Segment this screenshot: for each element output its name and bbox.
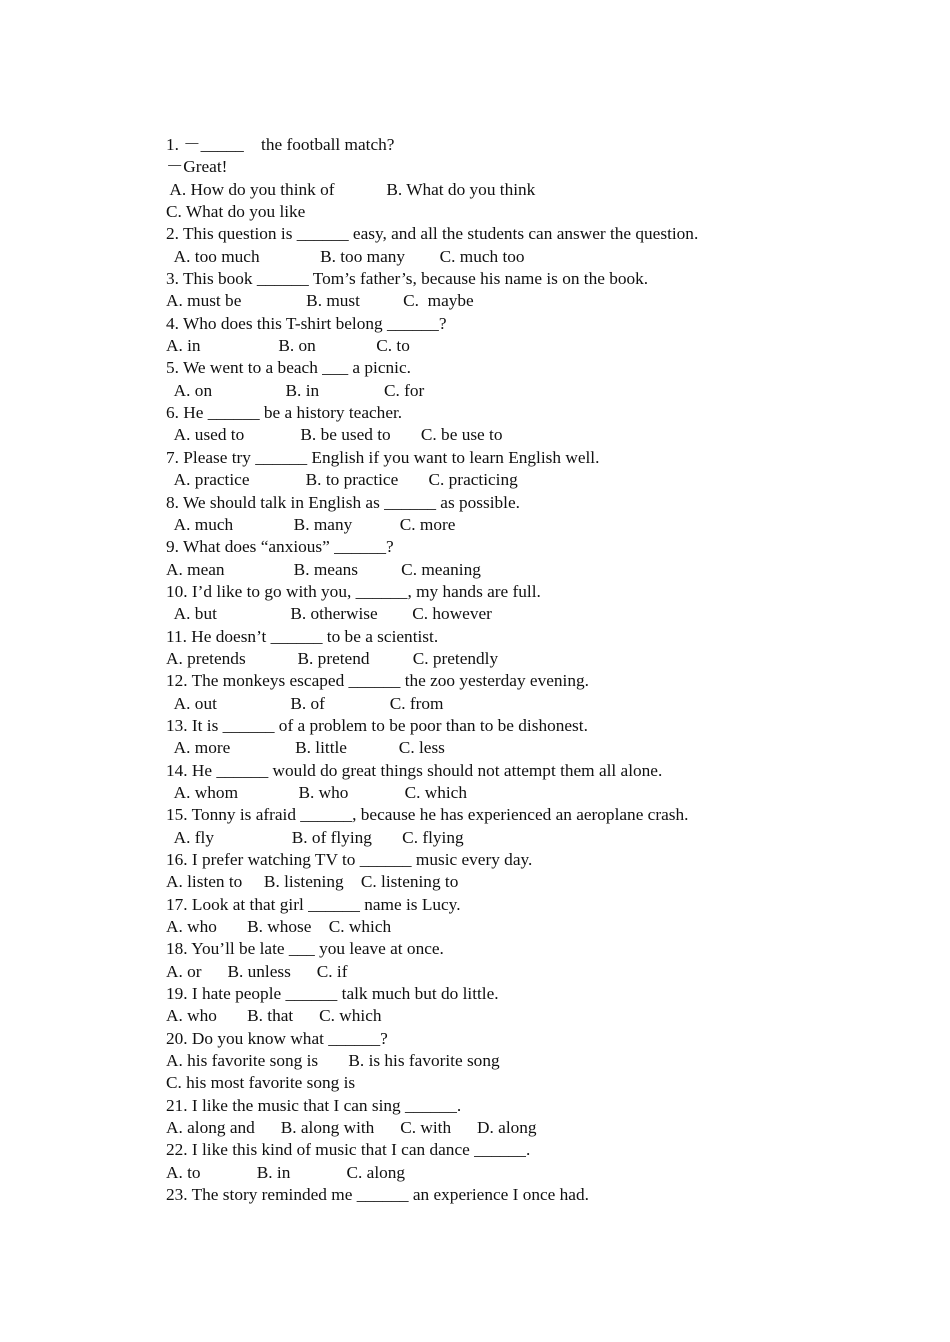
option-line: A. How do you think of B. What do you think — [166, 179, 536, 199]
question-line: 14. He ______ would do great things should not attempt them all alone. — [166, 760, 663, 780]
option-line: A. pretends B. pretend C. pretendly — [166, 648, 499, 668]
question-line: 11. He doesn’t ______ to be a scientist. — [166, 626, 439, 646]
option-line: A. too much B. too many C. much too — [166, 246, 525, 266]
question-line: 23. The story reminded me ______ an experience I once had. — [166, 1185, 589, 1205]
question-line: 16. I prefer watching TV to ______ music every day. — [166, 850, 533, 869]
option-line: C. What do you like — [166, 202, 306, 222]
option-line: A. who B. whose C. which — [166, 917, 392, 937]
question-line: 17. Look at that girl ______ name is Lucy. — [166, 894, 461, 914]
question-line: 13. It is ______ of a problem to be poor than to be dishonest. — [166, 715, 588, 735]
option-line: A. out B. of C. from — [166, 693, 444, 713]
option-line: A. used to B. be used to C. be use to — [166, 425, 503, 445]
question-line: 19. I hate people ______ talk much but do little. — [166, 984, 499, 1004]
option-line: A. or B. unless C. if — [166, 961, 348, 981]
option-line: A. fly B. of flying C. flying — [166, 827, 464, 847]
option-line: A. must be B. must C. maybe — [166, 291, 474, 311]
question-line: 15. Tonny is afraid ______, because he has experienced an aeroplane crash. — [166, 805, 689, 825]
option-line: A. listen to B. listening C. listening to — [166, 872, 459, 892]
question-line: 3. This book ______ Tom’s father’s, because his name is on the book. — [166, 269, 649, 289]
option-line: A. more B. little C. less — [166, 738, 445, 758]
question-line: 5. We went to a beach ___ a picnic. — [166, 358, 411, 378]
question-line: 2. This question is ______ easy, and all the students can answer the question. — [166, 224, 699, 244]
question-line: 8. We should talk in English as ______ as possible. — [166, 492, 520, 512]
answer-line: －Great! — [166, 157, 228, 177]
question-line: 10. I’d like to go with you, ______, my hands are full. — [166, 581, 541, 601]
question-line: 12. The monkeys escaped ______ the zoo yesterday evening. — [166, 671, 589, 691]
option-line: A. along and B. along with C. with D. along — [166, 1118, 537, 1138]
option-line: A. in B. on C. to — [166, 336, 410, 356]
option-line: A. whom B. who C. which — [166, 782, 467, 802]
question-line: 21. I like the music that I can sing ______. — [166, 1095, 462, 1115]
option-line: A. to B. in C. along — [166, 1162, 406, 1182]
question-line: 1. －_____ the football match? — [166, 135, 395, 154]
option-line: C. his most favorite song is — [166, 1073, 356, 1093]
question-line: 22. I like this kind of music that I can dance ______. — [166, 1140, 531, 1160]
question-line: 7. Please try ______ English if you want to learn English well. — [166, 447, 600, 467]
question-line: 4. Who does this T-shirt belong ______? — [166, 313, 447, 333]
option-line: A. his favorite song is B. is his favorite song — [166, 1051, 500, 1071]
option-line: A. mean B. means C. meaning — [166, 559, 481, 579]
option-line: A. on B. in C. for — [166, 380, 425, 400]
question-line: 9. What does “anxious” ______? — [166, 537, 394, 557]
option-line: A. practice B. to practice C. practicing — [166, 470, 518, 490]
option-line: A. who B. that C. which — [166, 1006, 382, 1026]
question-line: 20. Do you know what ______? — [166, 1028, 388, 1048]
question-line: 6. He ______ be a history teacher. — [166, 403, 403, 423]
question-line: 18. You’ll be late ___ you leave at once. — [166, 939, 444, 959]
option-line: A. but B. otherwise C. however — [166, 604, 492, 624]
option-line: A. much B. many C. more — [166, 514, 456, 534]
worksheet-page — [166, 134, 886, 1207]
